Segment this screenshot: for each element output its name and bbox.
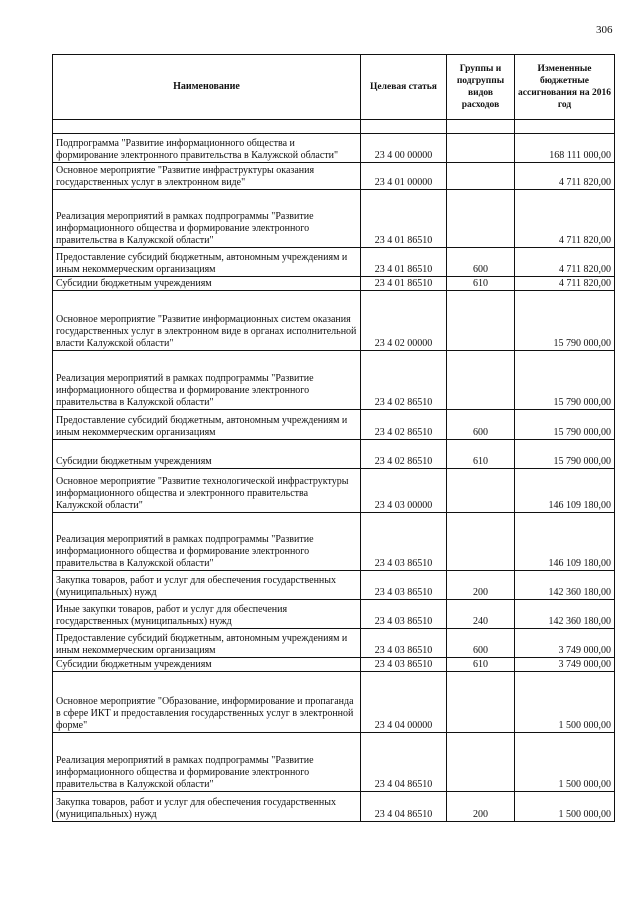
row-group: [447, 190, 515, 248]
row-name: Предоставление субсидий бюджетным, автономным учреждениям и иным некоммерческим организациям: [53, 248, 361, 277]
row-amount: 15 790 000,00: [515, 351, 615, 410]
row-group: [447, 469, 515, 513]
header-groups: Группы и подгруппы видов расходов: [447, 55, 515, 120]
row-code: 23 4 03 86510: [361, 513, 447, 571]
row-amount: 4 711 820,00: [515, 277, 615, 291]
table-row: [53, 600, 615, 629]
row-code: 23 4 03 86510: [361, 629, 447, 658]
row-group: [447, 672, 515, 733]
row-code: 23 4 03 86510: [361, 658, 447, 672]
row-group: [447, 733, 515, 792]
row-amount: 1 500 000,00: [515, 672, 615, 733]
row-amount: 1 500 000,00: [515, 733, 615, 792]
table-row: [53, 351, 615, 410]
row-group: 600: [447, 629, 515, 658]
row-code: 23 4 01 00000: [361, 163, 447, 190]
row-code: 23 4 02 86510: [361, 351, 447, 410]
row-name: Субсидии бюджетным учреждениям: [53, 277, 361, 291]
row-code: 23 4 02 86510: [361, 410, 447, 440]
table-row: [53, 410, 615, 440]
header-name: Наименование: [53, 55, 361, 120]
row-group: 600: [447, 248, 515, 277]
table-row: [53, 291, 615, 351]
row-name: Реализация мероприятий в рамках подпрограммы "Развитие информационного общества и формирование электронного правительства в Калужской области": [53, 351, 361, 410]
row-code: 23 4 03 00000: [361, 469, 447, 513]
table-row: [53, 658, 615, 672]
row-amount: 142 360 180,00: [515, 600, 615, 629]
row-code: 23 4 03 86510: [361, 600, 447, 629]
table-row: [53, 190, 615, 248]
row-name: Реализация мероприятий в рамках подпрограммы "Развитие информационного общества и формирование электронного правительства в Калужской области": [53, 513, 361, 571]
row-name: Реализация мероприятий в рамках подпрограммы "Развитие информационного общества и формирование электронного правительства в Калужской области": [53, 733, 361, 792]
row-code: 23 4 01 86510: [361, 277, 447, 291]
row-name: Закупка товаров, работ и услуг для обеспечения государственных (муниципальных) нужд: [53, 571, 361, 600]
row-group: 600: [447, 410, 515, 440]
row-amount: 4 711 820,00: [515, 163, 615, 190]
row-amount: 142 360 180,00: [515, 571, 615, 600]
budget-table: [52, 54, 615, 822]
row-group: [447, 163, 515, 190]
table-row: [53, 733, 615, 792]
row-code: 23 4 04 86510: [361, 733, 447, 792]
row-code: 23 4 03 86510: [361, 571, 447, 600]
row-group: 610: [447, 658, 515, 672]
row-name: Основное мероприятие "Развитие технологической инфраструктуры информационного общества и электронного правительства Калужской области": [53, 469, 361, 513]
table-row: [53, 163, 615, 190]
row-amount: 3 749 000,00: [515, 658, 615, 672]
table-row: [53, 792, 615, 822]
row-name: Основное мероприятие "Развитие информационных систем оказания государственных услуг в электронном виде в органах исполнительной власти Калужской области": [53, 291, 361, 351]
row-group: [447, 134, 515, 163]
row-group: [447, 351, 515, 410]
table-row: [53, 513, 615, 571]
row-name: Основное мероприятие "Развитие инфраструктуры оказания государственных услуг в электронном виде": [53, 163, 361, 190]
row-name: Иные закупки товаров, работ и услуг для обеспечения государственных (муниципальных) нужд: [53, 600, 361, 629]
table-row: [53, 134, 615, 163]
row-group: [447, 513, 515, 571]
row-code: 23 4 02 86510: [361, 440, 447, 469]
row-name: Реализация мероприятий в рамках подпрограммы "Развитие информационного общества и формирование электронного правительства в Калужской области": [53, 190, 361, 248]
row-amount: 3 749 000,00: [515, 629, 615, 658]
row-code: 23 4 01 86510: [361, 190, 447, 248]
row-group: 610: [447, 277, 515, 291]
row-amount: 15 790 000,00: [515, 291, 615, 351]
row-name: Закупка товаров, работ и услуг для обеспечения государственных (муниципальных) нужд: [53, 792, 361, 822]
row-name: Основное мероприятие "Образование, информирование и пропаганда в сфере ИКТ и предоставления государственных услуг в электронной форме": [53, 672, 361, 733]
row-amount: 146 109 180,00: [515, 469, 615, 513]
table-row: [53, 571, 615, 600]
spacer-row: [53, 120, 615, 134]
table-row: [53, 440, 615, 469]
page-number: 306: [596, 24, 613, 36]
row-group: [447, 291, 515, 351]
row-amount: 4 711 820,00: [515, 248, 615, 277]
table-row: [53, 469, 615, 513]
row-name: Субсидии бюджетным учреждениям: [53, 440, 361, 469]
table-row: [53, 248, 615, 277]
row-group: 240: [447, 600, 515, 629]
table-row: [53, 277, 615, 291]
row-group: 200: [447, 792, 515, 822]
row-amount: 146 109 180,00: [515, 513, 615, 571]
row-group: 200: [447, 571, 515, 600]
row-amount: 1 500 000,00: [515, 792, 615, 822]
row-code: 23 4 00 00000: [361, 134, 447, 163]
row-amount: 15 790 000,00: [515, 440, 615, 469]
header-target: Целевая статья: [361, 55, 447, 120]
row-name: Предоставление субсидий бюджетным, автономным учреждениям и иным некоммерческим организациям: [53, 629, 361, 658]
table-row: [53, 672, 615, 733]
row-code: 23 4 04 00000: [361, 672, 447, 733]
row-amount: 15 790 000,00: [515, 410, 615, 440]
table-row: [53, 629, 615, 658]
row-group: 610: [447, 440, 515, 469]
row-name: Субсидии бюджетным учреждениям: [53, 658, 361, 672]
row-name: Предоставление субсидий бюджетным, автономным учреждениям и иным некоммерческим организациям: [53, 410, 361, 440]
row-code: 23 4 01 86510: [361, 248, 447, 277]
table-header-row: [53, 55, 615, 120]
row-amount: 168 111 000,00: [515, 134, 615, 163]
row-code: 23 4 04 86510: [361, 792, 447, 822]
row-amount: 4 711 820,00: [515, 190, 615, 248]
row-name: Подпрограмма "Развитие информационного общества и формирование электронного правительства в Калужской области": [53, 134, 361, 163]
row-code: 23 4 02 00000: [361, 291, 447, 351]
header-amount: Измененные бюджетные ассигнования на 2016 год: [515, 55, 615, 120]
